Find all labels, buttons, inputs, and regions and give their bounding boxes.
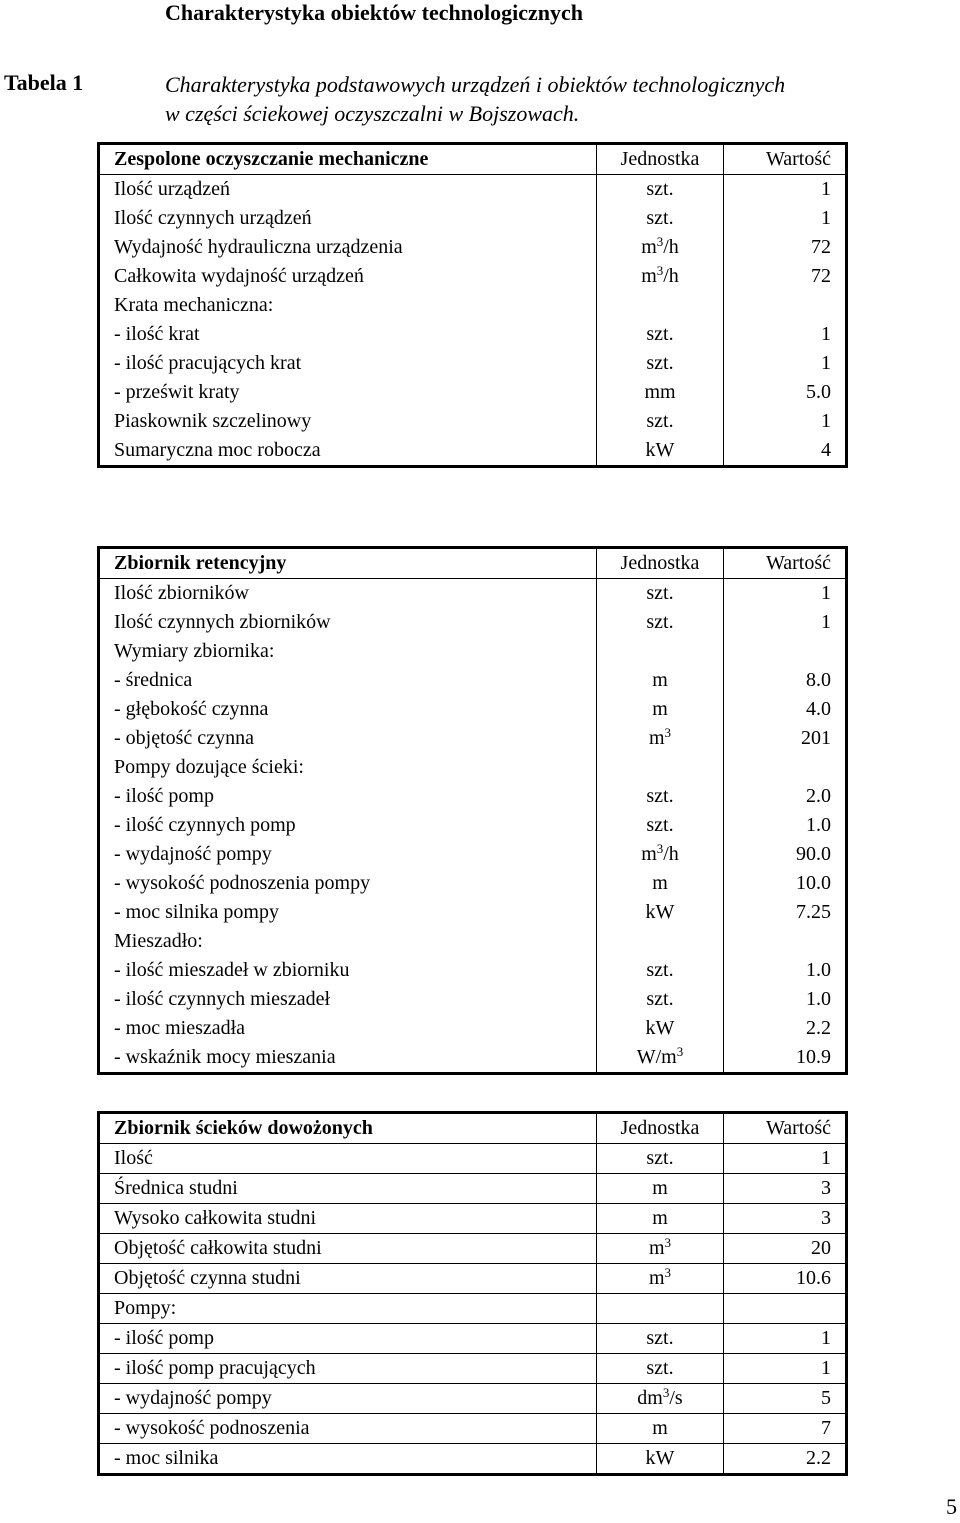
row-value: 1 (724, 204, 847, 233)
caption-line-2: w części ściekowej oczyszczalni w Bojszowach. (165, 101, 580, 126)
row-label: Ilość zbiorników (99, 579, 597, 609)
row-value: 201 (724, 724, 847, 753)
unit-exponent: 3 (676, 1044, 684, 1059)
row-value: 1.0 (724, 811, 847, 840)
unit-suffix: /h (663, 236, 679, 258)
unit-text: dm (637, 1387, 663, 1409)
row-unit (597, 1324, 724, 1354)
table-row (99, 782, 847, 811)
table-row (99, 1204, 847, 1234)
table-row (99, 1174, 847, 1204)
table-row (99, 869, 847, 898)
row-label: Ilość (99, 1144, 597, 1174)
unit-text: m (648, 1237, 665, 1259)
unit-text: W/m (636, 1046, 677, 1068)
row-unit (597, 579, 724, 609)
table-row (99, 407, 847, 436)
unit-text: szt. (646, 410, 674, 432)
unit-text: szt. (646, 1357, 674, 1379)
unit-exponent: 3 (656, 263, 664, 278)
unit-text: szt. (646, 582, 674, 604)
row-label: - ilość pracujących krat (99, 349, 597, 378)
unit-exponent: 3 (656, 234, 664, 249)
table-row (99, 927, 847, 956)
row-unit (597, 1204, 724, 1234)
unit-column-header: Jednostka (597, 1113, 724, 1144)
row-value: 2.2 (724, 1014, 847, 1043)
unit-text: m (652, 698, 668, 720)
caption-line-1: Charakterystyka podstawowych urządzeń i obiektów technologicznych (165, 72, 786, 97)
row-unit (597, 724, 724, 753)
row-value: 5.0 (724, 378, 847, 407)
unit-exponent: 3 (664, 1235, 672, 1250)
row-unit (597, 1174, 724, 1204)
row-label: - ilość pomp (99, 782, 597, 811)
row-value: 1 (724, 608, 847, 637)
unit-text: szt. (646, 785, 674, 807)
row-label: - moc mieszadła (99, 1014, 597, 1043)
row-value (724, 637, 847, 666)
row-value (724, 753, 847, 782)
row-value: 5 (724, 1384, 847, 1414)
row-value: 1 (724, 175, 847, 205)
row-value: 1 (724, 1324, 847, 1354)
row-unit (597, 1264, 724, 1294)
table-row (99, 1144, 847, 1174)
table-row (99, 811, 847, 840)
table-row (99, 291, 847, 320)
unit-text: mm (644, 381, 676, 403)
unit-exponent: 3 (656, 841, 664, 856)
row-value: 1 (724, 407, 847, 436)
row-label: Objętość całkowita studni (99, 1234, 597, 1264)
row-unit (597, 927, 724, 956)
table-row (99, 1294, 847, 1324)
unit-text: kW (645, 1017, 675, 1039)
unit-column-header: Jednostka (597, 144, 724, 175)
row-label: - ilość pomp (99, 1324, 597, 1354)
table-row (99, 1043, 847, 1074)
row-unit (597, 637, 724, 666)
row-unit (597, 608, 724, 637)
row-label: - wysokość podnoszenia pompy (99, 869, 597, 898)
row-label: Objętość czynna studni (99, 1264, 597, 1294)
table-row (99, 637, 847, 666)
unit-text: szt. (646, 352, 674, 374)
unit-text: szt. (646, 988, 674, 1010)
table-row (99, 840, 847, 869)
row-unit (597, 1384, 724, 1414)
table-header-row (99, 548, 847, 579)
table-row (99, 666, 847, 695)
row-unit (597, 233, 724, 262)
row-value: 1.0 (724, 985, 847, 1014)
table-row (99, 436, 847, 467)
table-row (99, 1234, 847, 1264)
table-row (99, 1354, 847, 1384)
row-value: 10.9 (724, 1043, 847, 1074)
table-row (99, 608, 847, 637)
row-value: 90.0 (724, 840, 847, 869)
row-label: Piaskownik szczelinowy (99, 407, 597, 436)
mechanical-treatment-table (97, 142, 848, 468)
row-unit (597, 349, 724, 378)
row-unit (597, 407, 724, 436)
unit-text: szt. (646, 611, 674, 633)
row-unit (597, 204, 724, 233)
unit-text: m (641, 265, 657, 287)
table-row (99, 262, 847, 291)
row-unit (597, 320, 724, 349)
row-value: 4.0 (724, 695, 847, 724)
row-unit (597, 1444, 724, 1475)
table-caption (165, 70, 925, 128)
row-value: 1 (724, 349, 847, 378)
row-label: Mieszadło: (99, 927, 597, 956)
row-unit (597, 869, 724, 898)
table-row (99, 1414, 847, 1444)
table-row (99, 956, 847, 985)
row-label: Całkowita wydajność urządzeń (99, 262, 597, 291)
row-value: 10.6 (724, 1264, 847, 1294)
unit-exponent: 3 (662, 1385, 670, 1400)
value-column-header: Wartość (724, 1113, 847, 1144)
table-header-row (99, 144, 847, 175)
table-row (99, 753, 847, 782)
row-label: - moc silnika pompy (99, 898, 597, 927)
row-label: Sumaryczna moc robocza (99, 436, 597, 467)
row-value: 3 (724, 1174, 847, 1204)
table-row (99, 320, 847, 349)
row-label: Ilość czynnych zbiorników (99, 608, 597, 637)
unit-text: szt. (646, 1327, 674, 1349)
row-unit (597, 666, 724, 695)
table-label: Tabela 1 (4, 70, 84, 95)
row-unit (597, 1014, 724, 1043)
row-unit (597, 436, 724, 467)
unit-suffix: /h (663, 265, 679, 287)
table-row (99, 1014, 847, 1043)
row-unit (597, 956, 724, 985)
unit-text: m (652, 872, 668, 894)
row-unit (597, 1294, 724, 1324)
row-unit (597, 898, 724, 927)
unit-text: szt. (646, 207, 674, 229)
row-label: - ilość krat (99, 320, 597, 349)
row-value: 72 (724, 262, 847, 291)
row-unit (597, 811, 724, 840)
row-label: - ilość czynnych mieszadeł (99, 985, 597, 1014)
row-label: - głębokość czynna (99, 695, 597, 724)
row-label: Ilość czynnych urządzeń (99, 204, 597, 233)
row-unit (597, 840, 724, 869)
unit-exponent: 3 (664, 725, 672, 740)
row-unit (597, 175, 724, 205)
delivered-sewage-tank-table (97, 1111, 848, 1476)
unit-text: m (652, 1177, 668, 1199)
value-column-header: Wartość (724, 144, 847, 175)
row-label: - ilość pomp pracujących (99, 1354, 597, 1384)
table-title: Zespolone oczyszczanie mechaniczne (99, 144, 597, 175)
row-unit (597, 782, 724, 811)
row-value: 20 (724, 1234, 847, 1264)
row-value: 1 (724, 320, 847, 349)
unit-text: szt. (646, 178, 674, 200)
table-row (99, 1324, 847, 1354)
unit-text: m (652, 1417, 668, 1439)
row-label: Wydajność hydrauliczna urządzenia (99, 233, 597, 262)
row-value (724, 291, 847, 320)
table-header-row (99, 1113, 847, 1144)
row-label: - wskaźnik mocy mieszania (99, 1043, 597, 1074)
row-value (724, 927, 847, 956)
table-row (99, 204, 847, 233)
row-label: - ilość czynnych pomp (99, 811, 597, 840)
row-label: Pompy: (99, 1294, 597, 1324)
row-value: 3 (724, 1204, 847, 1234)
retention-tank-table (97, 546, 848, 1075)
table-row (99, 695, 847, 724)
row-unit (597, 1043, 724, 1074)
unit-exponent: 3 (664, 1265, 672, 1280)
unit-suffix: /h (663, 843, 679, 865)
row-value: 4 (724, 436, 847, 467)
table-row (99, 1384, 847, 1414)
row-label: Ilość urządzeń (99, 175, 597, 205)
unit-text: m (641, 843, 657, 865)
row-value: 72 (724, 233, 847, 262)
row-value: 1 (724, 1144, 847, 1174)
unit-text: kW (645, 901, 675, 923)
unit-text: kW (645, 439, 675, 461)
row-unit (597, 753, 724, 782)
row-value: 1.0 (724, 956, 847, 985)
table-row (99, 233, 847, 262)
row-label: - prześwit kraty (99, 378, 597, 407)
row-value: 7 (724, 1414, 847, 1444)
row-unit (597, 1144, 724, 1174)
row-unit (597, 1234, 724, 1264)
table-row (99, 378, 847, 407)
row-value: 8.0 (724, 666, 847, 695)
row-unit (597, 1354, 724, 1384)
row-label: Wymiary zbiornika: (99, 637, 597, 666)
row-label: Średnica studni (99, 1174, 597, 1204)
row-label: - moc silnika (99, 1444, 597, 1475)
row-label: - wydajność pompy (99, 840, 597, 869)
table-row (99, 579, 847, 609)
row-label: Wysoko całkowita studni (99, 1204, 597, 1234)
row-unit (597, 262, 724, 291)
row-unit (597, 291, 724, 320)
unit-text: m (641, 236, 657, 258)
table-row (99, 349, 847, 378)
row-label: Pompy dozujące ścieki: (99, 753, 597, 782)
row-value (724, 1294, 847, 1324)
unit-text: kW (645, 1447, 675, 1469)
row-label: - ilość mieszadeł w zbiorniku (99, 956, 597, 985)
table-row (99, 898, 847, 927)
row-label: - objętość czynna (99, 724, 597, 753)
table-title: Zbiornik retencyjny (99, 548, 597, 579)
page-number: 5 (946, 1494, 957, 1519)
table-title: Zbiornik ścieków dowożonych (99, 1113, 597, 1144)
document-heading: Charakterystyka obiektów technologicznych (165, 0, 583, 25)
row-value: 10.0 (724, 869, 847, 898)
row-value: 1 (724, 579, 847, 609)
row-label: - wysokość podnoszenia (99, 1414, 597, 1444)
table-row (99, 1264, 847, 1294)
unit-column-header: Jednostka (597, 548, 724, 579)
unit-text: szt. (646, 1147, 674, 1169)
table-row (99, 175, 847, 205)
row-unit (597, 378, 724, 407)
row-value: 2.2 (724, 1444, 847, 1475)
unit-text: m (648, 727, 665, 749)
unit-text: szt. (646, 814, 674, 836)
row-unit (597, 695, 724, 724)
row-unit (597, 985, 724, 1014)
table-row (99, 985, 847, 1014)
row-value: 2.0 (724, 782, 847, 811)
value-column-header: Wartość (724, 548, 847, 579)
unit-text: m (648, 1267, 665, 1289)
row-label: Krata mechaniczna: (99, 291, 597, 320)
unit-text: szt. (646, 323, 674, 345)
row-label: - średnica (99, 666, 597, 695)
unit-text: m (652, 1207, 668, 1229)
unit-text: szt. (646, 959, 674, 981)
row-value: 1 (724, 1354, 847, 1384)
row-label: - wydajność pompy (99, 1384, 597, 1414)
row-unit (597, 1414, 724, 1444)
table-row (99, 724, 847, 753)
table-row (99, 1444, 847, 1475)
unit-text: m (652, 669, 668, 691)
row-value: 7.25 (724, 898, 847, 927)
unit-suffix: /s (669, 1387, 683, 1409)
